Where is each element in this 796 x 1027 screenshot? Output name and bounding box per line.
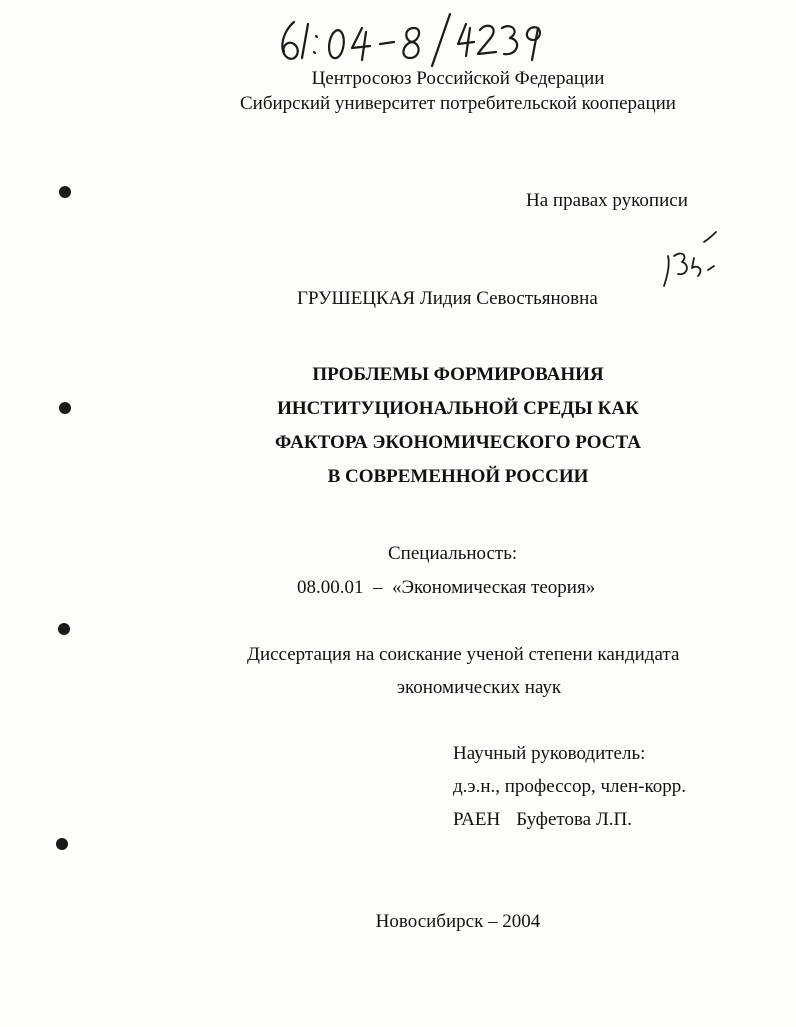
title-line-4: В СОВРЕМЕННОЙ РОССИИ (327, 466, 589, 487)
supervisor-label: Научный руководитель: (453, 743, 646, 764)
specialty-label: Специальность: (388, 543, 518, 564)
punch-hole-3 (58, 623, 70, 635)
supervisor-degree: д.э.н., профессор, член-корр. (453, 776, 686, 797)
punch-hole-4 (56, 838, 68, 850)
handwritten-initials-mark (654, 226, 724, 292)
manuscript-rights-note: На правах рукописи (526, 190, 688, 211)
specialty-value: 08.00.01 – «Экономическая теория» (297, 577, 596, 598)
supervisor-name: Буфетова Л.П. (516, 809, 632, 830)
supervisor-name-line (453, 809, 632, 831)
dissertation-title (0, 358, 796, 494)
place-and-year: Новосибирск – 2004 (375, 911, 541, 932)
punch-hole-1 (59, 186, 71, 198)
supervisor-academy: РАЕН (453, 809, 501, 830)
title-line-3: ФАКТОРА ЭКОНОМИЧЕСКОГО РОСТА (275, 432, 641, 453)
organization-line-2: Сибирский университет потребительской кооперации (240, 93, 676, 114)
author-name: ГРУШЕЦКАЯ Лидия Севостьяновна (297, 288, 598, 309)
dissertation-degree-line-1: Диссертация на соискание ученой степени кандидата (247, 644, 680, 665)
title-line-1: ПРОБЛЕМЫ ФОРМИРОВАНИЯ (312, 364, 604, 385)
punch-hole-2 (59, 402, 71, 414)
handwritten-archive-code (272, 10, 562, 70)
title-line-2: ИНСТИТУЦИОНАЛЬНОЙ СРЕДЫ КАК (277, 398, 639, 419)
handwritten-code-drawing (272, 10, 562, 70)
handwritten-mark-drawing (654, 226, 724, 292)
organization-line-1: Центросоюз Российской Федерации (311, 68, 605, 89)
dissertation-degree-line-2: экономических наук (396, 677, 562, 698)
